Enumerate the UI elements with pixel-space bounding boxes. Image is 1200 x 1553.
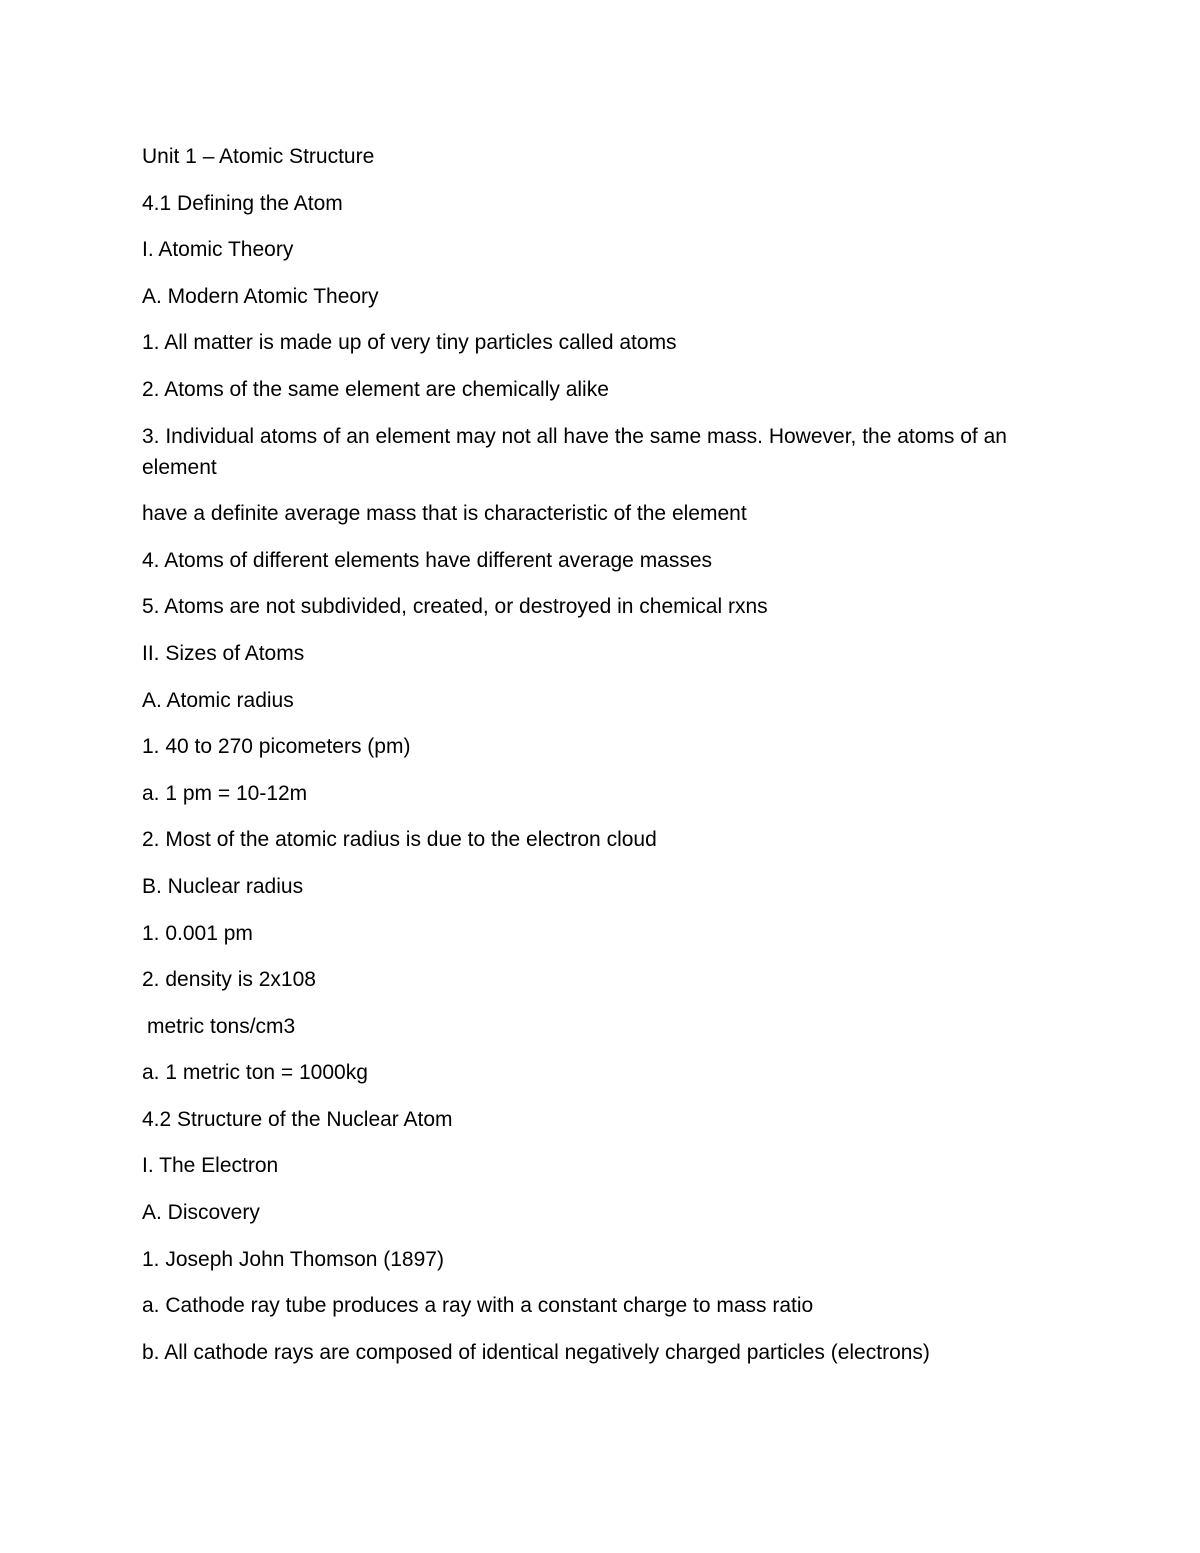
outline-item: a. 1 metric ton = 1000kg [142, 1061, 368, 1085]
outline-item: I. Atomic Theory [142, 238, 294, 262]
outline-item: II. Sizes of Atoms [142, 641, 305, 665]
section-heading: 4.2 Structure of the Nuclear Atom [142, 1107, 453, 1131]
outline-item: b. All cathode rays are composed of identical negatively charged particles (electrons) [142, 1340, 930, 1364]
outline-item: I. The Electron [142, 1154, 279, 1178]
outline-item: B. Nuclear radius [142, 874, 304, 898]
outline-item: metric tons/cm3 [147, 1014, 296, 1038]
outline-item: 4. Atoms of different elements have different average masses [142, 548, 713, 572]
document-body [142, 141, 1042, 1383]
section-heading: 4.1 Defining the Atom [142, 191, 343, 215]
outline-item: A. Atomic radius [142, 688, 294, 712]
outline-item: have a definite average mass that is characteristic of the element [142, 502, 747, 526]
outline-item: 1. 0.001 pm [142, 921, 253, 945]
doc-title: Unit 1 – Atomic Structure [142, 145, 375, 168]
outline-item: a. 1 pm = 10-12m [142, 781, 308, 805]
outline-item: 1. All matter is made up of very tiny particles called atoms [142, 331, 677, 355]
outline-item: 2. density is 2x108 [142, 968, 316, 992]
outline-item: 1. 40 to 270 picometers (pm) [142, 735, 411, 759]
outline-item: 5. Atoms are not subdivided, created, or destroyed in chemical rxns [142, 595, 768, 619]
outline-item: A. Modern Atomic Theory [142, 284, 379, 308]
outline-item: 1. Joseph John Thomson (1897) [142, 1247, 444, 1271]
outline-item: 2. Atoms of the same element are chemically alike [142, 377, 609, 401]
outline-item: A. Discovery [142, 1201, 260, 1225]
outline-item: 2. Most of the atomic radius is due to the electron cloud [142, 828, 657, 852]
outline-item: a. Cathode ray tube produces a ray with a constant charge to mass ratio [142, 1294, 814, 1318]
outline-item: 3. Individual atoms of an element may not all have the same mass. However, the atoms of an element [142, 424, 1007, 479]
